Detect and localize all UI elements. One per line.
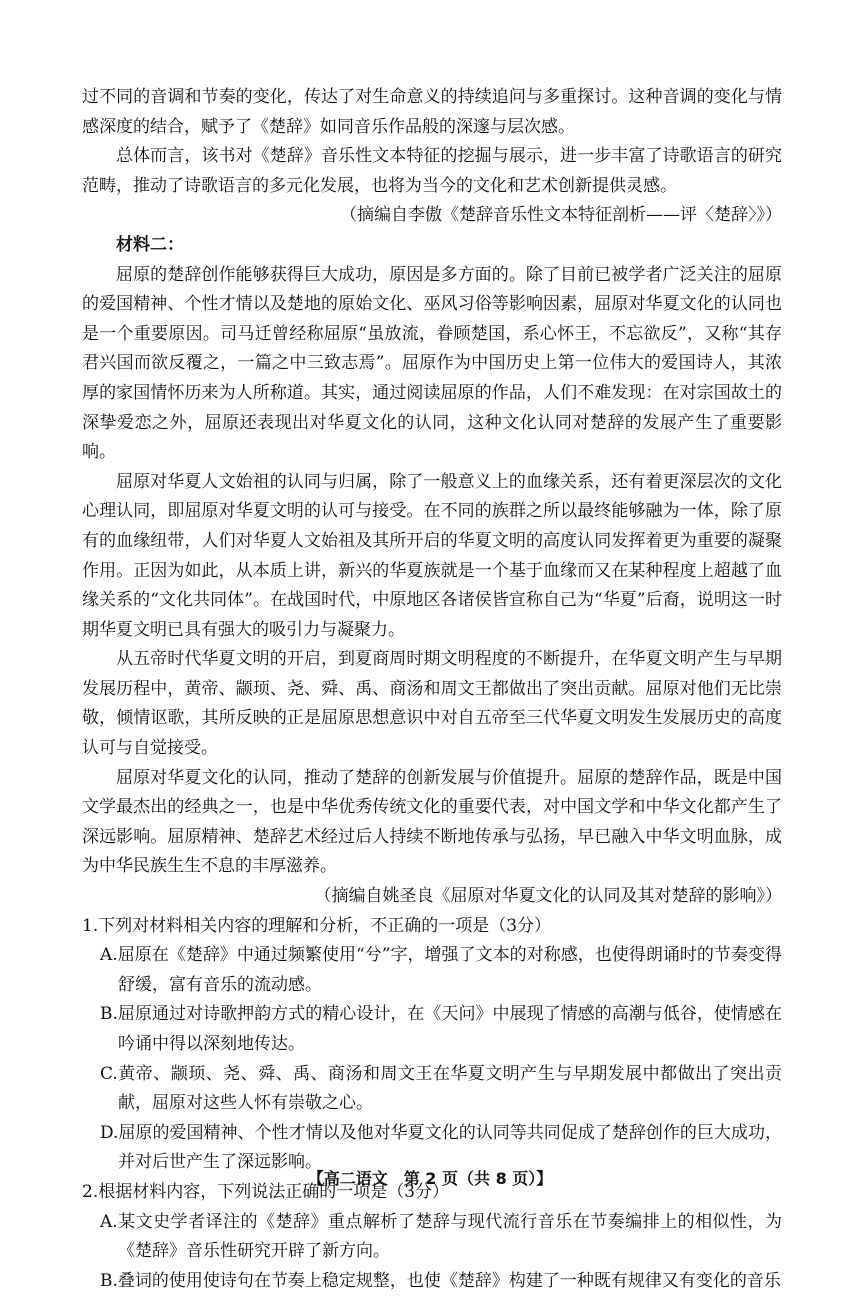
material2-paragraph: 屈原对华夏人文始祖的认同与归属，除了一般意义上的血缘关系，还有着更深层次的文化心理认同，即屈原对华夏文明的认可与接受。在不同的族群之所以最终能够融为一体，除了原有的血缘纽带，人们对华夏人文始祖及其所开启的华夏文明的高度认同发挥着更为重要的凝聚作用。正因为如此，从本质上讲，新兴的华夏族就是一个基于血缘而又在某种程度上超越了血缘关系的“文化共同体”。在战国时代，中原地区各诸侯皆宣称自己为“华夏”后裔，说明这一时期华夏文明已具有强大的吸引力与凝聚力。 (82, 471, 782, 640)
question-2-option-a: A.某文史学者译注的《楚辞》重点解析了楚辞与现代流行音乐在节奏编排上的相似性，为《楚辞》音乐性研究开辟了新方向。 (100, 1211, 782, 1262)
document-body (82, 83, 782, 1296)
question-1-option-a: A.屈原在《楚辞》中通过频繁使用“兮”字，增强了文本的对称感，也使得朗诵时的节奏变得舒缓，富有音乐的流动感。 (100, 945, 782, 995)
question-1-option-d: D.屈原的爱国精神、个性才情以及他对华夏文化的认同等共同促成了楚辞创作的巨大成功，并对后世产生了深远影响。 (100, 1122, 782, 1173)
question-1-option-c: C.黄帝、颛顼、尧、舜、禹、商汤和周文王在华夏文明产生与早期发展中都做出了突出贡献，屈原对这些人怀有崇敬之心。 (100, 1063, 782, 1114)
material2-heading: 材料二： (116, 234, 184, 255)
material2-paragraph: 屈原对华夏文化的认同，推动了楚辞的创新发展与价值提升。屈原的楚辞作品，既是中国文学最杰出的经典之一，也是中华优秀传统文化的重要代表，对中国文学和中华文化都产生了深远影响。屈原精神、楚辞艺术经过后人持续不断地传承与弘扬，早已融入中华文明血脉，成为中华民族生生不息的丰厚滋养。 (82, 767, 782, 877)
material1-continuation: 过不同的音调和节奏的变化，传达了对生命意义的持续追问与多重探讨。这种音调的变化与情感深度的结合，赋予了《楚辞》如同音乐作品般的深邃与层次感。 (82, 87, 782, 137)
material2-paragraph: 从五帝时代华夏文明的开启，到夏商周时期文明程度的不断提升，在华夏文明产生与早期发展历程中，黄帝、颛顼、尧、舜、禹、商汤和周文王都做出了突出贡献。屈原对他们无比崇敬，倾情讴歌，其所反映的正是屈原思想意识中对自五帝至三代华夏文明发生发展历史的高度认可与自觉接受。 (82, 649, 782, 759)
material2-paragraph: 屈原的楚辞创作能够获得巨大成功，原因是多方面的。除了目前已被学者广泛关注的屈原的爱国精神、个性才情以及楚地的原始文化、巫风习俗等影响因素，屈原对华夏文化的认同也是一个重要原因。司马迁曾经称屈原“虽放流，眷顾楚国，系心怀王，不忘欲反”，又称“其存君兴国而欲反覆之，一篇之中三致志焉”。屈原作为中国历史上第一位伟大的爱国诗人，其浓厚的家国情怀历来为人所称道。其实，通过阅读屈原的作品，人们不难发现：在对宗国故土的深挚爱恋之外，屈原还表现出对华夏文化的认同，这种文化认同对楚辞的发展产生了重要影响。 (82, 264, 782, 463)
question-1-stem: 1.下列对材料相关内容的理解和分析，不正确的一项是（3分） (82, 915, 552, 936)
question-2-option-b: B.叠词的使用使诗句在节奏上稳定规整，也使《楚辞》构建了一种既有规律又有变化的音乐 (100, 1270, 781, 1291)
material1-conclusion: 总体而言，该书对《楚辞》音乐性文本特征的挖掘与展示，进一步丰富了诗歌语言的研究范畴，推动了诗歌语言的多元化发展，也将为当今的文化和艺术创新提供灵感。 (82, 146, 782, 196)
question-2-stem: 2.根据材料内容，下列说法正确的一项是（3分） (82, 1181, 450, 1202)
material1-source: （摘编自李傲《楚辞音乐性文本特征剖析——评〈楚辞〉》） (340, 205, 782, 226)
page-footer: 【高二语文 第 2 页（共 8 页）】 (307, 1169, 553, 1188)
material2-source: （摘编自姚圣良《屈原对华夏文化的认同及其对楚辞的影响》） (314, 886, 782, 907)
question-1-option-b: B.屈原通过对诗歌押韵方式的精心设计，在《天问》中展现了情感的高潮与低谷，使情感在吟诵中得以深刻地传达。 (100, 1004, 782, 1054)
